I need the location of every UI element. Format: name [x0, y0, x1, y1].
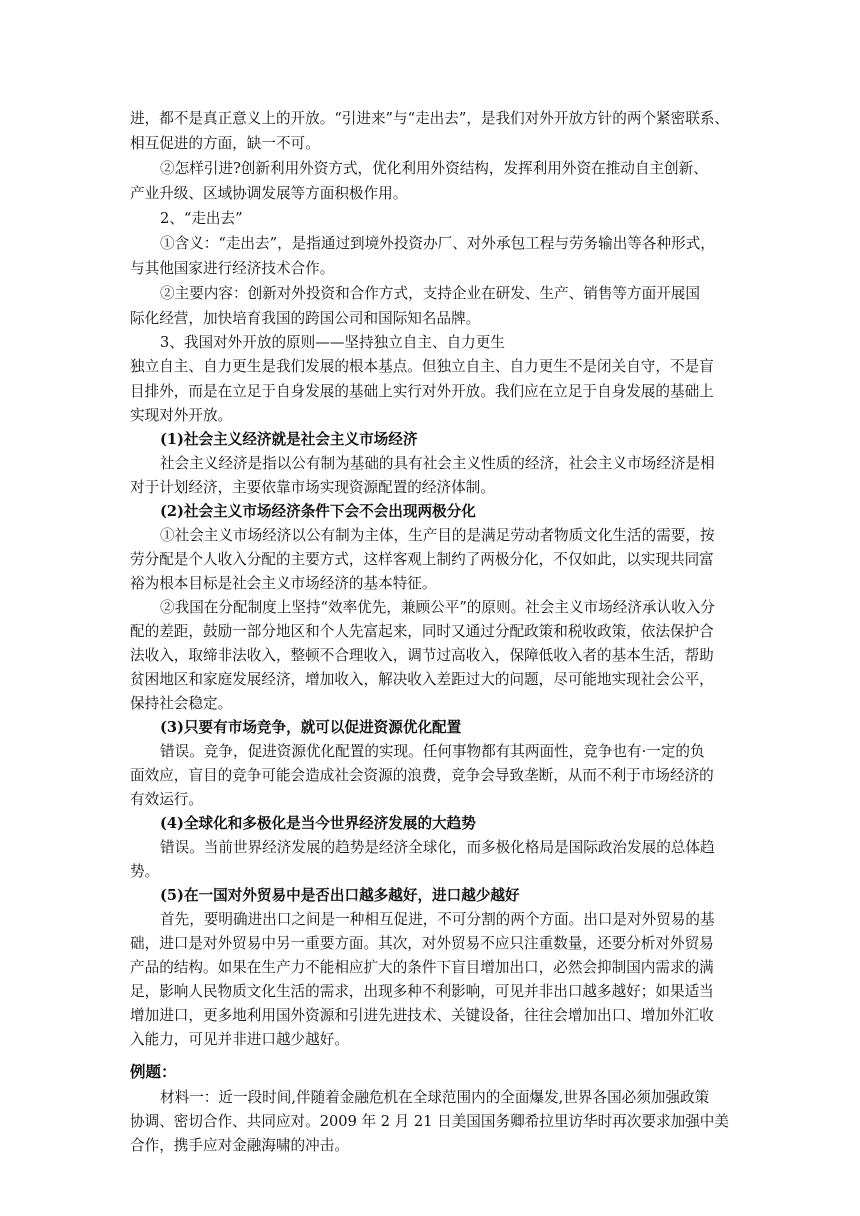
text-line: 有效运行。 [130, 791, 203, 808]
text-line: 社会主义经济是指以公有制为基础的具有社会主义性质的经济，社会主义市场经济是相 [160, 455, 715, 472]
text-line: 足，影响人民物质文化生活的需求，出现多种不利影响，可见并非出口越多越好；如果适当 [130, 983, 714, 1000]
text-line: ②主要内容：创新对外投资和合作方式，支持企业在研发、生产、销售等方面开展国 [160, 285, 700, 302]
text-line: 错误。当前世界经济发展的趋势是经济全球化，而多极化格局是国际政治发展的总体趋 [160, 839, 715, 856]
section-heading: 2、“走出去” [160, 210, 243, 227]
text-line: 法收入，取缔非法收入，整顿不合理收入，调节过高收入，保障低收入者的基本生活，帮助 [130, 647, 714, 664]
text-line: ①社会主义市场经济以公有制为主体，生产目的是满足劳动者物质文化生活的需要，按 [160, 527, 715, 544]
text-line: 劳分配是个人收入分配的主要方式，这样客观上制约了两极分化，不仅如此，以实现共同富 [130, 551, 714, 568]
text-line: 础，进口是对外贸易中另一重要方面。其次，对外贸易不应只注重数量，还要分析对外贸易 [130, 935, 714, 952]
question-heading: (1)社会主义经济就是社会主义市场经济 [160, 431, 418, 448]
text-line: 势。 [130, 863, 160, 880]
text-line: 面效应，盲目的竞争可能会造成社会资源的浪费，竞争会导致垄断，从而不利于市场经济的 [130, 767, 714, 784]
text-line: 增加进口，更多地利用国外资源和引进先进技术、关键设备，往往会增加出口、增加外汇收 [130, 1007, 714, 1024]
text-line: 首先，要明确进出口之间是一种相互促进，不可分割的两个方面。出口是对外贸易的基 [160, 911, 715, 928]
text-line: 目排外，而是在立足于自身发展的基础上实行对外开放。我们应在立足于自身发展的基础上 [130, 383, 714, 400]
text-line: 实现对外开放。 [130, 407, 233, 424]
section-heading: 3、我国对外开放的原则——坚持独立自主、自力更生 [160, 334, 505, 351]
question-heading: (5)在一国对外贸易中是否出口越多越好，进口越少越好 [160, 887, 520, 904]
question-heading: (4)全球化和多极化是当今世界经济发展的大趋势 [160, 815, 476, 832]
text-line: 独立自主、自力更生是我们发展的根本基点。但独立自主、自力更生不是闭关自守，不是盲 [130, 358, 714, 375]
text-line: 进，都不是真正意义上的开放。“引进来”与“走出去”，是我们对外开放方针的两个紧密联系、 [130, 110, 730, 127]
question-heading: (3)只要有市场竞争，就可以促进资源优化配置 [160, 719, 462, 736]
text-line: 相互促进的方面，缺一不可。 [130, 135, 320, 152]
text-line: 对于计划经济，主要依靠市场实现资源配置的经济体制。 [130, 479, 495, 496]
text-line: ②怎样引进?创新利用外资方式，优化利用外资结构，发挥利用外资在推动自主创新、 [160, 160, 708, 177]
text-line: 材料一：近一段时间,伴随着金融危机在全球范围内的全面爆发,世界各国必须加强政策 [160, 1089, 710, 1106]
text-line: 裕为根本目标是社会主义市场经济的基本特征。 [130, 575, 437, 592]
text-line: ②我国在分配制度上坚持“效率优先，兼顾公平”的原则。社会主义市场经济承认收入分 [160, 599, 715, 616]
text-line: 协调、密切合作、共同应对。2009 年 2 月 21 日美国国务卿希拉里访华时再次要求加强中美 [130, 1113, 729, 1130]
text-line: 错误。竞争，促进资源优化配置的实现。任何事物都有其两面性，竞争也有·一定的负 [160, 743, 705, 760]
text-line: 产业升级、区域协调发展等方面积极作用。 [130, 185, 408, 202]
text-line: 与其他国家进行经济技术合作。 [130, 260, 335, 277]
text-line: 际化经营，加快培育我国的跨国公司和国际知名品牌。 [130, 310, 481, 327]
text-line: 配的差距，鼓励一部分地区和个人先富起来，同时又通过分配政策和税收政策，依法保护合 [130, 623, 714, 640]
text-line: 合作，携手应对金融海啸的冲击。 [130, 1137, 349, 1154]
text-line: 产品的结构。如果在生产力不能相应扩大的条件下盲目增加出口，必然会抑制国内需求的满 [130, 959, 714, 976]
text-line: 入能力，可见并非进口越少越好。 [130, 1031, 349, 1048]
text-line: 贫困地区和家庭发展经济，增加收入，解决收入差距过大的问题，尽可能地实现社会公平， [130, 671, 714, 688]
text-line: 保持社会稳定。 [130, 695, 233, 712]
text-line: ①含义：“走出去”，是指通过到境外投资办厂、对外承包工程与劳务输出等各种形式， [160, 235, 715, 252]
question-heading: (2)社会主义市场经济条件下会不会出现两极分化 [160, 503, 476, 520]
example-heading: 例题： [130, 1062, 177, 1081]
